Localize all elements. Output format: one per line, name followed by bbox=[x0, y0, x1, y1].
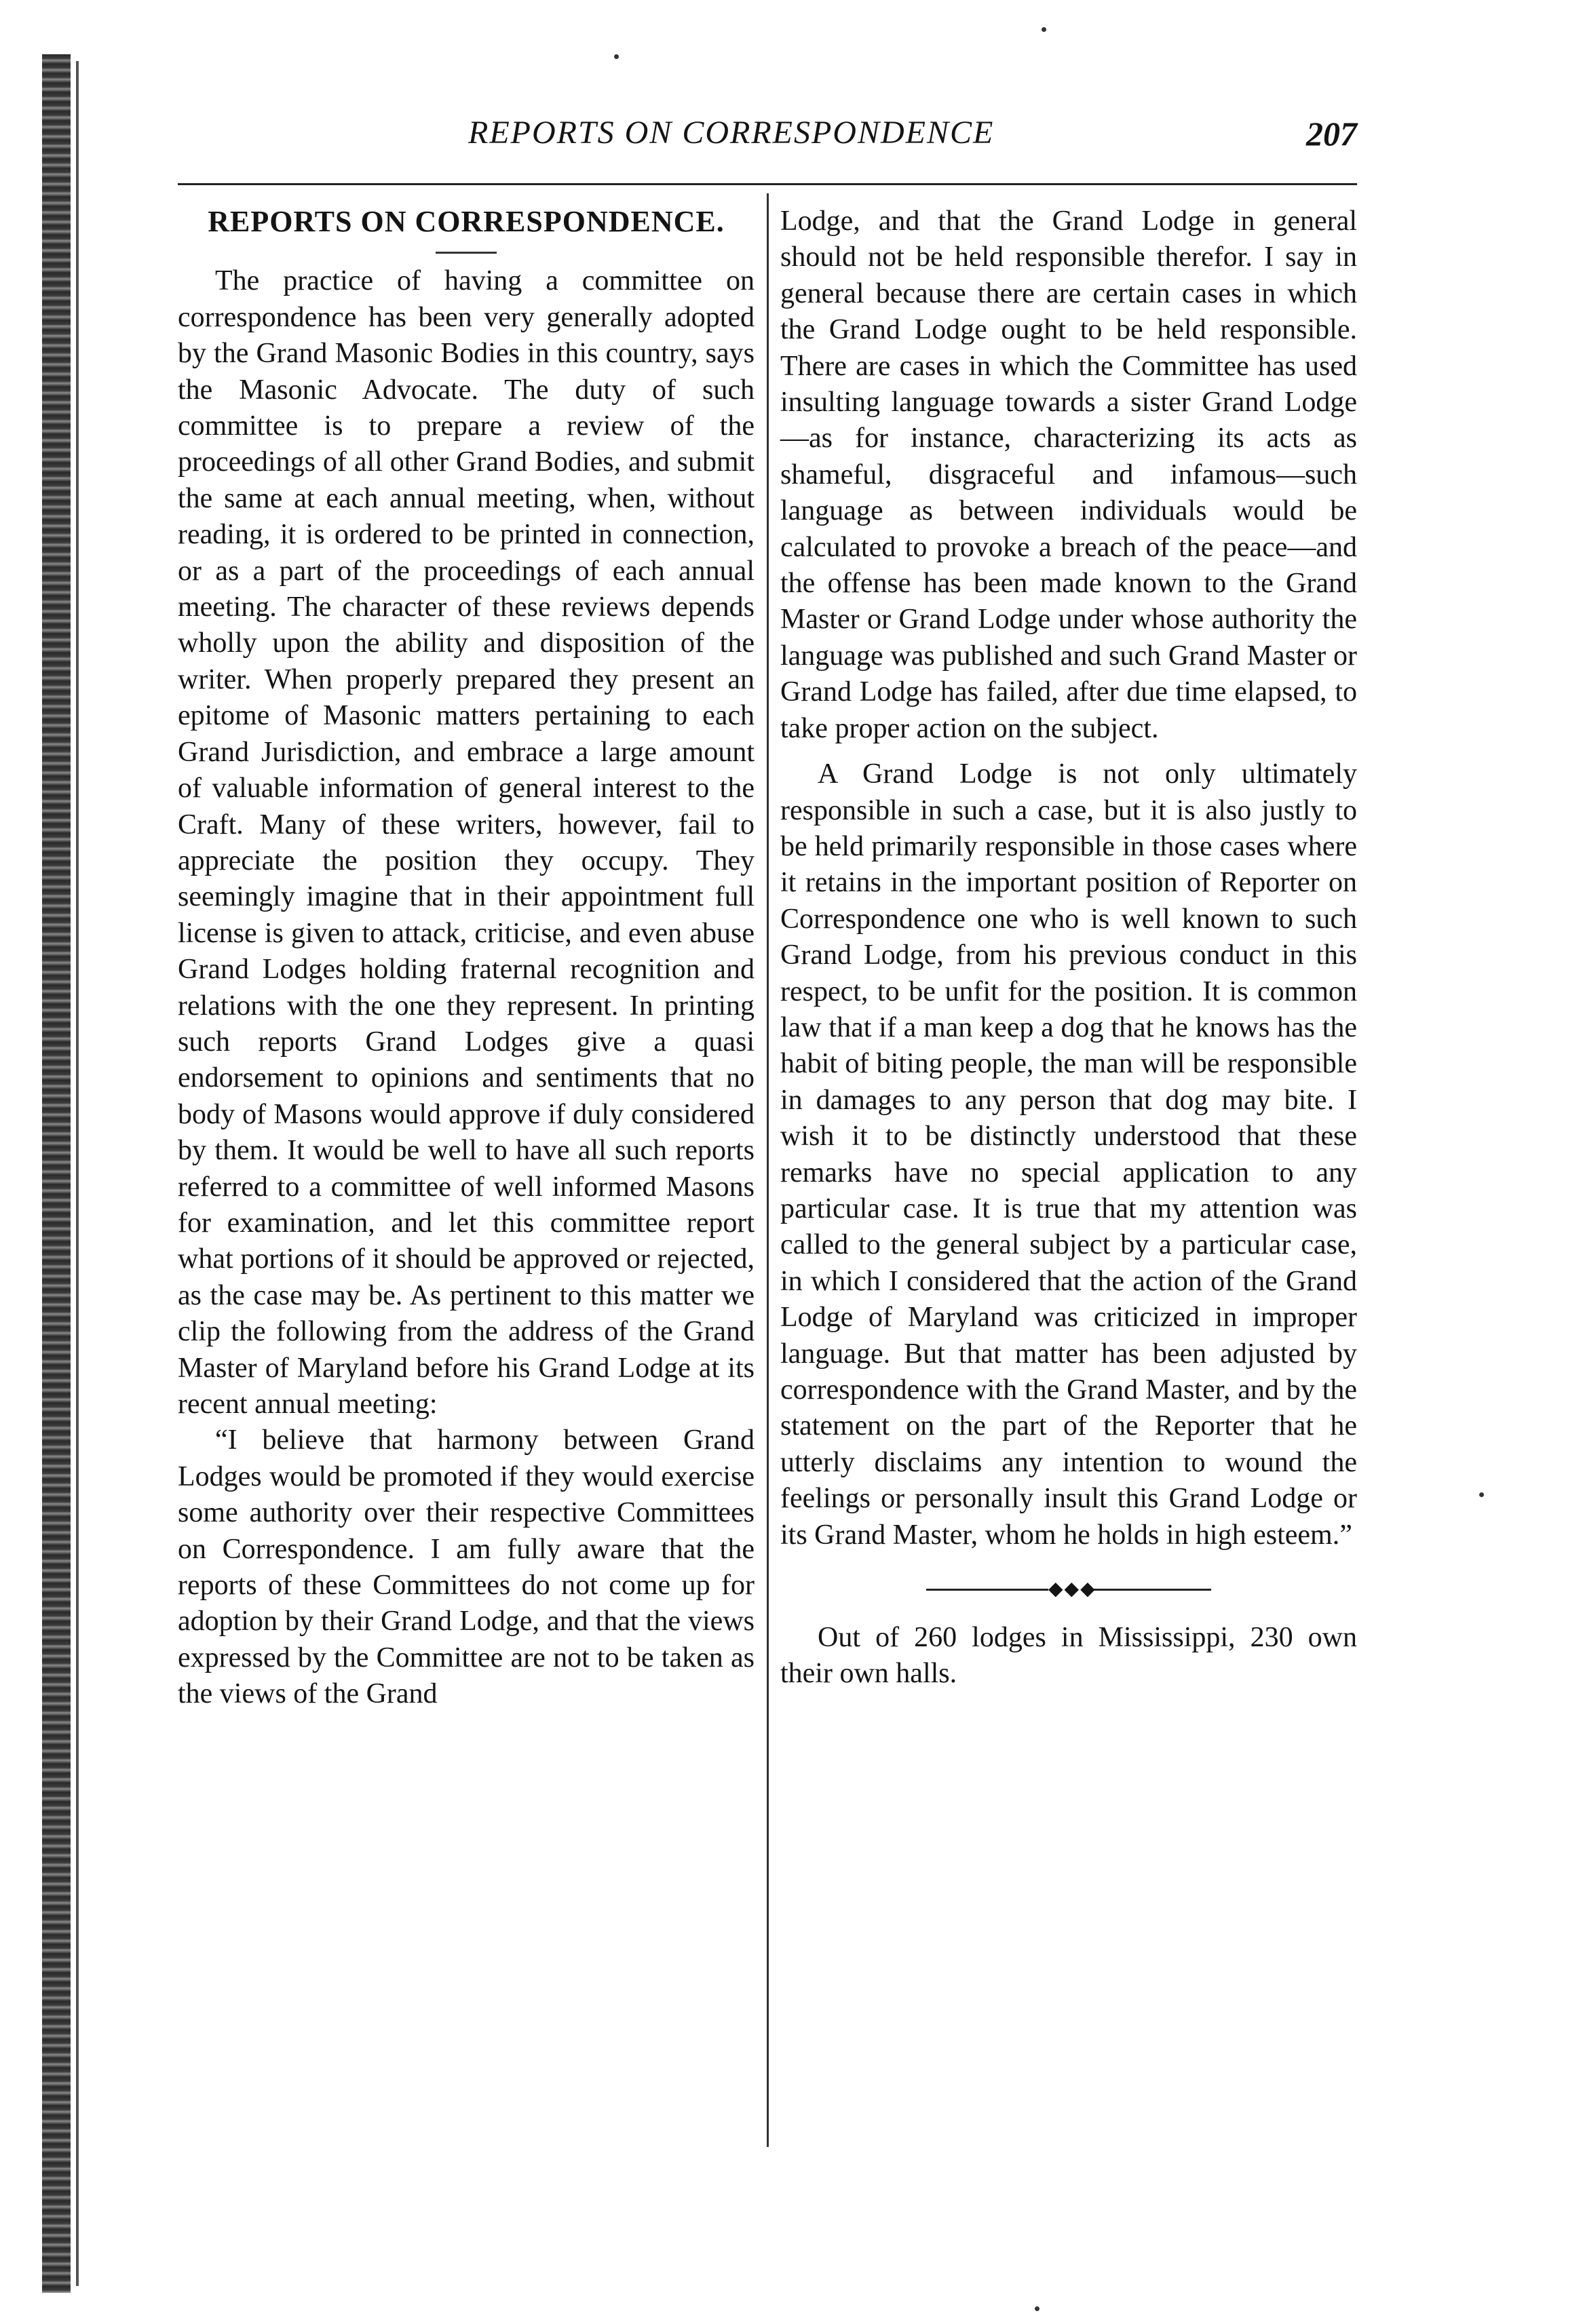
running-head bbox=[176, 114, 1357, 168]
news-note: Out of 260 lodges in Mississippi, 230 own their own halls. bbox=[780, 1622, 1357, 1690]
quoted-address-paragraph: “I believe that harmony between Grand Lodges would be promoted if they would exercise some authority over their respective Committees on Correspondence. I am fully aware that the reports of these Committees do not come up for adoption by their Grand Lodge, and that the views expressed by the Committee are not to be taken as the views of the Grand bbox=[178, 1425, 755, 1710]
quoted-address-paragraph: A Grand Lodge is not only ultimately responsible in such a case, but it is also justly to be held primarily responsible in those cases where it retains in the important position of Reporter on Correspondence one who is well known to such Grand Lodge, from his previous conduct in this respect, to be unfit for the position. It is common law that if a man keep a dog that he knows has the habit of biting people, the man will be responsible in damages to any person that dog may bite. I wish it to be distinctly understood that these remarks have no special application to any particular case. It is true that my attention was called to the general subject by a particular case, in which I considered that the action of the Grand Lodge of Maryland was criticized in improper language. But that matter has been adjusted by correspondence with the Grand Master, and by the statement on the part of the Reporter that he utterly disclaims any intention to wound the feelings or personally insult this Grand Lodge or its Grand Master, whom he holds in high esteem.” bbox=[780, 758, 1357, 1551]
article-paragraph: The practice of having a committee on correspondence has been very generally adopted by the Grand Masonic Bodies in this country, says the Masonic Advocate. The duty of such committee is to prepare a review of the proceedings of all other Grand Bodies, and submit the same at each annual meeting, when, without reading, it is ordered to be printed in connection, or as a part of the proceedings of each annual meeting. The character of these reviews depends wholly upon the ability and disposition of the writer. When properly prepared they present an epitome of Masonic matters pertaining to each Grand Jurisdiction, and embrace a large amount of valuable information of general interest to the Craft. Many of these writers, however, fail to appreciate the position they occupy. They seemingly imagine that in their appointment full license is given to attack, criticise, and even abuse Grand Lodges holding fraternal recognition and relations with the one they represent. In printing such reports Grand Lodges give a quasi endorsement to opinions and sentiments that no body of Masons would approve if duly considered by them. It would be well to have all such reports referred to a committee of well informed Masons for examination, and let this committee report what portions of it should be approved or rejected, as the case may be. As pertinent to this matter we clip the following from the address of the Grand Master of Maryland before his Grand Lodge at its recent annual meeting: bbox=[178, 265, 755, 1420]
page-binding-edge bbox=[42, 54, 71, 2293]
print-speck bbox=[1042, 27, 1046, 32]
ornament-flourish-icon: ◆◆◆ bbox=[1048, 1579, 1096, 1600]
section-ornament bbox=[926, 1579, 1211, 1600]
print-speck bbox=[1035, 2306, 1040, 2311]
binding-shadow bbox=[76, 61, 79, 2286]
column-divider bbox=[767, 193, 769, 2147]
article-heading: REPORTS ON CORRESPONDENCE. bbox=[208, 205, 725, 238]
heading-rule bbox=[436, 252, 497, 254]
page-number: 207 bbox=[1306, 115, 1357, 153]
print-speck bbox=[614, 54, 619, 59]
print-speck bbox=[1479, 1492, 1484, 1497]
right-column bbox=[780, 204, 1357, 1692]
left-column bbox=[178, 204, 755, 1713]
header-rule bbox=[178, 183, 1357, 185]
running-title: REPORTS ON CORRESPONDENCE bbox=[468, 115, 995, 151]
quoted-address-continuation: Lodge, and that the Grand Lodge in general should not be held responsible therefor. I say in general because there are certain cases in which the Grand Lodge ought to be held responsible. There are cases in which the Committee has used insulting language towards a sister Grand Lodge—as for instance, characterizing its acts as shameful, disgraceful and infamous—such language as between individuals would be calculated to provoke a breach of the peace—and the offense has been made known to the Grand Master or Grand Lodge under whose authority the language was published and such Grand Master or Grand Lodge has failed, after due time elapsed, to take proper action on the subject. bbox=[780, 206, 1357, 744]
